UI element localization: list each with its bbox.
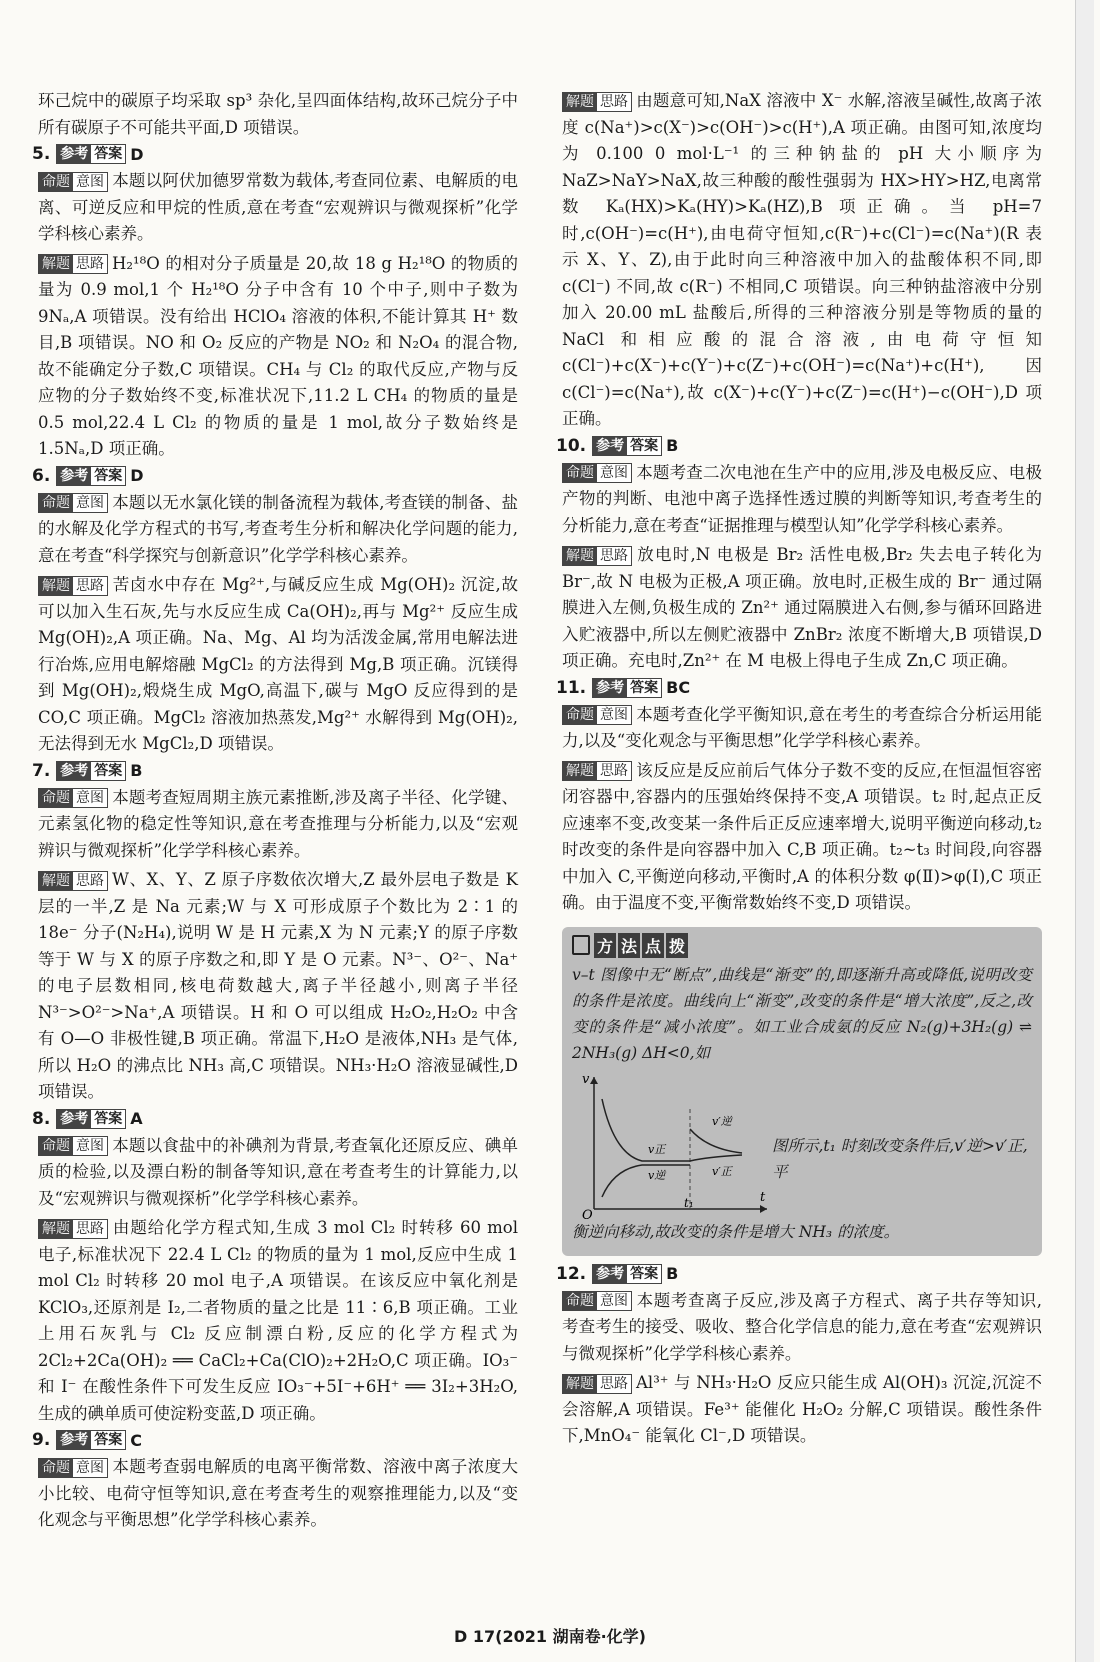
curve-label-v-forward: v正	[648, 1142, 666, 1156]
y-axis-arrow	[590, 1077, 598, 1084]
thought-tag: 解题 思路	[562, 546, 632, 566]
thought-tag: 解题 思路	[38, 254, 108, 274]
curve-label-v-prime-forward: v′正	[712, 1164, 732, 1178]
question-11-answer-row	[556, 678, 1042, 698]
v-prime-forward-curve	[690, 1155, 742, 1161]
thought-paragraph: 解题 思路 Al³⁺ 与 NH₃·H₂O 反应只能生成 Al(OH)₃ 沉淀,沉淀不会溶解,A 项错误。Fe³⁺ 能催化 H₂O₂ 分解,C 项错误。酸性条件下,MnO₄⁻ 能氧化 Cl⁻,D 项错误。	[562, 1373, 1042, 1445]
intent-tag: 命题 意图	[38, 1458, 108, 1478]
intent-paragraph: 命题 意图 本题考查弱电解质的电离平衡常数、溶液中离子浓度大小比较、电荷守恒等知识,意在考查考生的观察推理能力,以及“变化观念与平衡思想”化学学科核心素养。	[38, 1457, 518, 1529]
thought-paragraph: 解题 思路 H₂¹⁸O 的相对分子质量是 20,故 18 g H₂¹⁸O 的物质的量为 0.9 mol,1 个 H₂¹⁸O 分子中含有 10 个中子,则中子数为 9Nₐ,A 项错误。没有给出 HClO₄ 溶液的体积,不能计算其 H⁺ 数目,B 项错误。NO 和 O₂ 反应的产物是 NO₂ 和 N₂O₄ 的混合物,故不能确定分子数,C 项错误。CH₄ 与 Cl₂ 的取代反应,产物与反应物的分子数始终不变,标准状况下,11.2 L CH₄ 的物质的量是 0.5 mol,22.4 L Cl₂ 的物质的量是 1 mol,故分子数始终是 1.5Nₐ,D 项正确。	[38, 253, 518, 458]
intent-tag: 命题 意图	[562, 463, 632, 483]
answer-value: A	[130, 1109, 143, 1128]
x-axis-arrow	[760, 1205, 767, 1213]
intent-tag: 命题 意图	[38, 493, 108, 513]
reference-answer-tag: 参考 答案	[56, 1430, 126, 1450]
question-7-answer-row	[32, 761, 518, 781]
question-number: 6.	[32, 465, 51, 486]
paragraph-continued: 环己烷中的碳原子均采取 sp³ 杂化,呈四面体结构,故环己烷分子中所有碳原子不可能共平面,D 项错误。	[38, 91, 518, 137]
thought-tag: 解题 思路	[38, 1219, 108, 1239]
intent-tag: 命题 意图	[38, 172, 108, 192]
question-6-answer-row	[32, 466, 518, 486]
v-forward-curve	[602, 1099, 690, 1161]
curve-label-v-reverse: v逆	[648, 1168, 666, 1182]
intent-paragraph: 命题 意图 本题考查二次电池在生产中的应用,涉及电极反应、电极产物的判断、电池中离子选择性透过膜的判断等知识,考查考生的分析能力,意在考查“证据推理与模型认知”化学学科核心素养。	[562, 462, 1042, 535]
thought-tag: 解题 思路	[562, 92, 632, 112]
thought-tag: 解题 思路	[38, 871, 108, 891]
method-text-1: v–t 图像中无“断点”,曲线是“渐变”的,即逐渐升高或降低,说明改变的条件是浓度。曲线向上“渐变”,改变的条件是“增大浓度”,反之,改变的条件是“减小浓度”。如工业合成氨的反应 N₂(g)+3H₂(g) ⇌ 2NH₃(g) ΔH<0,如	[572, 965, 1032, 1062]
y-axis-label: v	[582, 1071, 590, 1087]
answer-value: C	[130, 1430, 143, 1450]
intent-paragraph: 命题 意图 本题考查化学平衡知识,意在考生的考查综合分析运用能力,以及“变化观念与平衡思想”化学学科核心素养。	[562, 704, 1042, 750]
reference-answer-tag: 参考 答案	[592, 678, 662, 698]
question-9-answer-row	[32, 1430, 518, 1450]
book-icon	[572, 935, 590, 955]
answer-value: D	[130, 144, 144, 164]
page-spine-edge	[1075, 0, 1094, 1662]
reference-answer-tag: 参考 答案	[592, 1264, 662, 1284]
answer-value: BC	[666, 678, 691, 697]
method-tip-title: 方 法 点 拨	[572, 933, 690, 958]
v-reverse-curve	[602, 1165, 690, 1197]
answer-value: D	[130, 466, 144, 485]
method-text-2: 图所示,t₁ 时刻改变条件后,v′逆>v′正,平	[772, 1136, 1028, 1181]
intent-paragraph: 命题 意图 本题以无水氯化镁的制备流程为载体,考查镁的制备、盐的水解及化学方程式的书写,考查考生分析和解决化学问题的能力,意在考查“科学探究与创新意识”化学学科核心素养。	[38, 492, 518, 565]
reference-answer-tag: 参考 答案	[56, 1109, 126, 1129]
answer-value: B	[130, 761, 143, 780]
question-number: 5.	[32, 144, 51, 164]
intent-paragraph: 命题 意图 本题以阿伏加德罗常数为载体,考查同位素、电解质的电离、可逆反应和甲烷的性质,意在考查“宏观辨识与微观探析”化学学科核心素养。	[38, 171, 518, 243]
question-number: 9.	[32, 1430, 51, 1450]
method-graph-row	[572, 1069, 1032, 1219]
thought-tag: 解题 思路	[38, 576, 108, 596]
thought-paragraph: 解题 思路 放电时,N 电极是 Br₂ 活性电极,Br₂ 失去电子转化为 Br⁻,故 N 电极为正极,A 项正确。放电时,正极生成的 Br⁻ 通过隔膜进入左侧,负极生成的 Zn²⁺ 通过隔膜进入右侧,参与循环回路进入贮液器中,所以左侧贮液器中 ZnBr₂ 浓度不断增大,B 项错误,D 项正确。充电时,Zn²⁺ 在 M 电极上得电子生成 Zn,C 项正确。	[562, 545, 1042, 670]
reference-answer-tag: 参考 答案	[56, 144, 126, 164]
thought-paragraph: 解题 思路 该反应是反应前后气体分子数不变的反应,在恒温恒容密闭容器中,容器内的压强始终保持不变,A 项错误。t₂ 时,起点正反应速率不变,改变某一条件后正反应速率增大,说明平衡逆向移动,t₂ 时改变的条件是向容器中加入 C,B 项正确。t₂~t₃ 时间段,向容器中加入 C,平衡逆向移动,平衡时,A 的体积分数 φ(Ⅱ)>φ(Ⅰ),C 项正确。由于温度不变,平衡常数始终不变,D 项错误。	[562, 760, 1042, 912]
thought-tag: 解题 思路	[562, 761, 632, 781]
intent-tag: 命题 意图	[38, 1136, 108, 1156]
question-10-answer-row	[556, 436, 1042, 456]
thought-paragraph: 解题 思路 由题给化学方程式知,生成 3 mol Cl₂ 时转移 60 mol 电子,标准状况下 22.4 L Cl₂ 的物质的量为 1 mol,反应中生成 1 mol Cl₂ 时转移 20 mol 电子,A 项错误。在该反应中氧化剂是 KClO₃,还原剂是 I₂,二者物质的量之比是 11∶6,B 项正确。工业上用石灰乳与 Cl₂ 反应制漂白粉,反应的化学方程式为 2Cl₂+2Ca(OH)₂ ══ CaCl₂+Ca(ClO)₂+2H₂O,C 项正确。IO₃⁻ 和 I⁻ 在酸性条件下可发生反应 IO₃⁻+5I⁻+6H⁺ ══ 3I₂+3H₂O,生成的碘单质可使淀粉变蓝,D 项正确。	[38, 1218, 518, 1423]
v-prime-reverse-curve	[690, 1129, 742, 1153]
method-text-3: 衡逆向移动,故改变的条件是增大 NH₃ 的浓度。	[572, 1222, 900, 1241]
thought-paragraph: 解题 思路 由题意可知,NaX 溶液中 X⁻ 水解,溶液呈碱性,故离子浓度 c(Na⁺)>c(X⁻)>c(OH⁻)>c(H⁺),A 项正确。由图可知,浓度均为 0.100 0 mol·L⁻¹ 的三种钠盐的 pH 大小顺序为 NaZ>NaY>NaX,故三种酸的酸性强弱为 HX>HY>HZ,电离常数 Kₐ(HX)>Kₐ(HY)>Kₐ(HZ),B 项正确。当 pH=7 时,c(OH⁻)=c(H⁺),由电荷守恒知,c(R⁻)+c(Cl⁻)=c(Na⁺)(R 表示 X、Y、Z),由于此时向三种溶液中加入的盐酸体积不同,即 c(Cl⁻) 不同,故 c(R⁻) 不相同,C 项错误。向三种钠盐溶液中分别加入 20.00 mL 盐酸后,所得的三种溶液分别是等物质的量的 NaCl 和相应酸的混合溶液,由电荷守恒知 c(Cl⁻)+c(X⁻)+c(Y⁻)+c(Z⁻)+c(OH⁻)=c(Na⁺)+c(H⁺),因 c(Cl⁻)=c(Na⁺),故 c(X⁻)+c(Y⁻)+c(Z⁻)=c(H⁺)−c(OH⁻),D 项正确。	[562, 91, 1042, 428]
curve-label-v-prime-reverse: v′逆	[712, 1114, 732, 1128]
left-column	[32, 88, 518, 1537]
vt-graph	[572, 1069, 772, 1219]
right-column	[556, 88, 1042, 1453]
question-number: 8.	[32, 1108, 51, 1129]
intent-tag: 命题 意图	[38, 788, 108, 808]
thought-paragraph: 解题 思路 苦卤水中存在 Mg²⁺,与碱反应生成 Mg(OH)₂ 沉淀,故可以加入生石灰,先与水反应生成 Ca(OH)₂,再与 Mg²⁺ 反应生成 Mg(OH)₂,A 项正确。Na、Mg、Al 均为活泼金属,常用电解法进行冶炼,应用电解熔融 MgCl₂ 的方法得到 Mg,B 项正确。沉镁得到 Mg(OH)₂,煅烧生成 MgO,高温下,碳与 MgO 反应得到的是 CO,C 项正确。MgCl₂ 溶液加热蒸发,Mg²⁺ 水解得到 Mg(OH)₂,无法得到无水 MgCl₂,D 项错误。	[38, 575, 518, 753]
method-tip-box	[562, 927, 1042, 1256]
origin-label: O	[582, 1207, 593, 1219]
reference-answer-tag: 参考 答案	[56, 761, 126, 781]
intent-tag: 命题 意图	[562, 1291, 632, 1311]
question-5-answer-row	[32, 144, 518, 164]
page-footer: D 17(2021 湖南卷·化学)	[454, 1627, 646, 1646]
x-axis-label: t	[760, 1189, 766, 1205]
t1-label: t₁	[684, 1195, 694, 1210]
reference-answer-tag: 参考 答案	[592, 436, 662, 456]
question-number: 12.	[556, 1263, 587, 1284]
intent-paragraph: 命题 意图 本题考查离子反应,涉及离子方程式、离子共存等知识,考查考生的接受、吸收、整合化学信息的能力,意在考查“宏观辨识与微观探析”化学学科核心素养。	[562, 1290, 1042, 1363]
question-number: 10.	[556, 435, 587, 456]
intent-paragraph: 命题 意图 本题考查短周期主族元素推断,涉及离子半径、化学键、元素氢化物的稳定性等知识,意在考查推理与分析能力,以及“宏观辨识与微观探析”化学学科核心素养。	[38, 787, 518, 860]
question-8-answer-row	[32, 1109, 518, 1129]
intent-tag: 命题 意图	[562, 705, 632, 725]
question-number: 7.	[32, 760, 51, 781]
answer-value: B	[666, 1264, 679, 1283]
thought-tag: 解题 思路	[562, 1374, 632, 1394]
reference-answer-tag: 参考 答案	[56, 466, 126, 486]
question-12-answer-row	[556, 1264, 1042, 1284]
intent-paragraph: 命题 意图 本题以食盐中的补碘剂为背景,考查氧化还原反应、碘单质的检验,以及漂白粉的制备等知识,意在考查考生的计算能力,以及“宏观辨识与微观探析”化学学科核心素养。	[38, 1135, 518, 1208]
answer-value: B	[666, 436, 679, 455]
question-number: 11.	[556, 677, 587, 698]
thought-paragraph: 解题 思路 W、X、Y、Z 原子序数依次增大,Z 最外层电子数是 K 层的一半,Z 是 Na 元素;W 与 X 可形成原子个数比为 2∶1 的 18e⁻ 分子(N₂H₄),说明 W 是 H 元素,X 为 N 元素;Y 的原子序数等于 W 与 X 的原子序数之和,即 Y 是 O 元素。N³⁻、O²⁻、Na⁺ 的电子层数相同,核电荷数越大,离子半径越小,则离子半径 N³⁻>O²⁻>Na⁺,A 项错误。H 和 O 可以组成 H₂O₂,H₂O₂ 中含有 O—O 非极性键,B 项正确。常温下,H₂O 是液体,NH₃ 是气体,所以 H₂O 的沸点比 NH₃ 高,C 项错误。NH₃·H₂O 溶液显碱性,D 项错误。	[38, 870, 518, 1101]
